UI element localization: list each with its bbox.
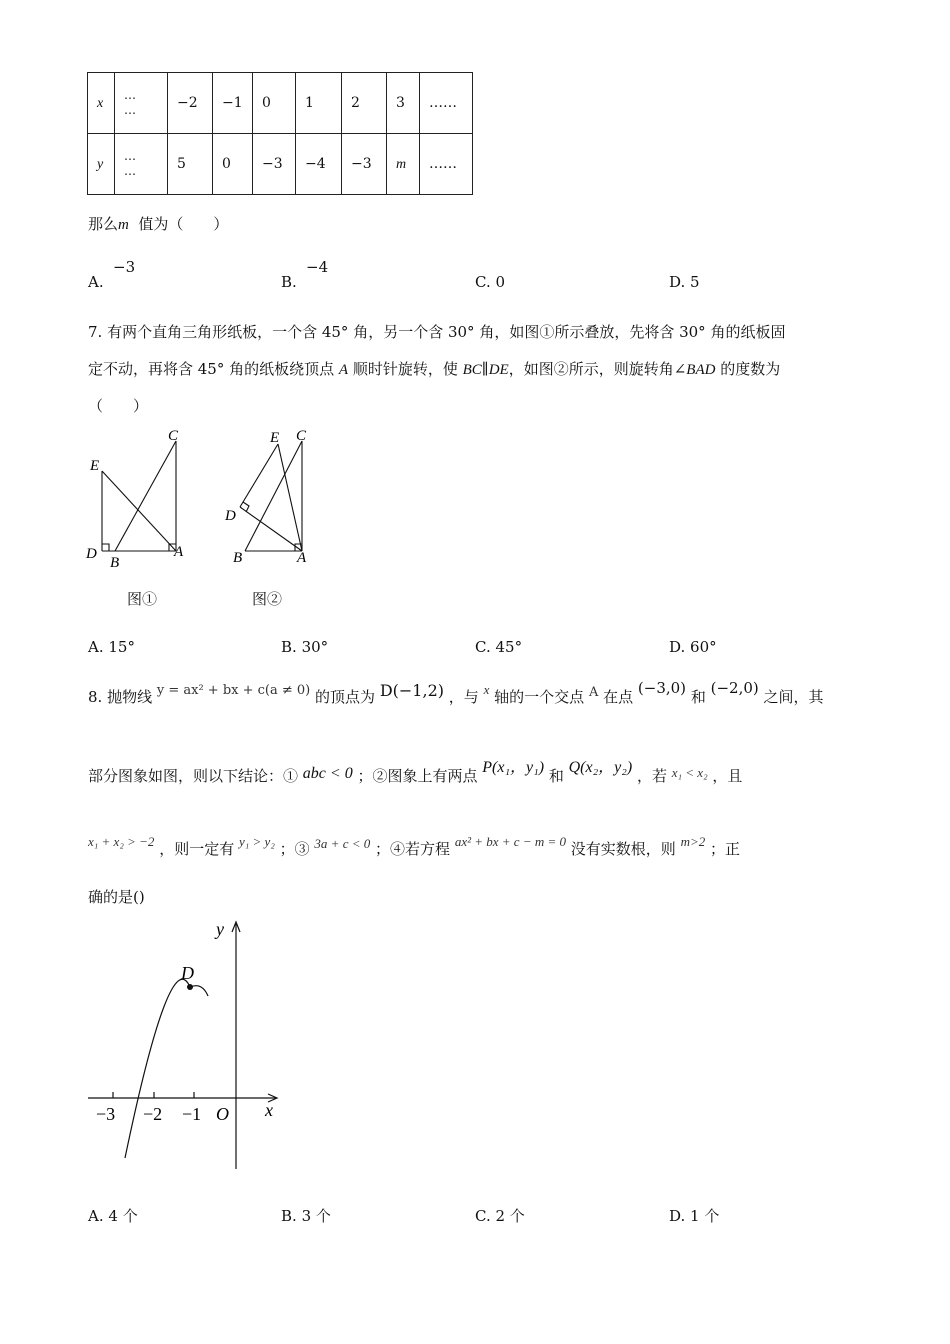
table-row-y [88,134,473,195]
table-cell: … … [115,134,168,195]
table-cell: 1 [296,73,342,134]
table-cell: 0 [253,73,296,134]
q8-line-4: 确的是() [88,888,145,906]
fig1-edge-BC [115,441,176,551]
q8-graph [80,912,290,1174]
table-cell: …… [420,134,473,195]
fig1-label-E: E [90,458,100,474]
fig1-label-A: A [174,544,184,560]
q8-line-3: x₁ + x₂ > −2 ，则一定有 y₁ > y₂ ；③ 3a + c < 0 ；④若方程 ax² + bx + c − m = 0 没有实数根，则 m>2 ；正 [88,834,741,858]
graph-label-x: x [265,1100,273,1120]
fig1-label-D: D [86,546,97,562]
q6-option-a-value: −3 [113,258,136,276]
fig1-label-C: C [168,428,179,444]
fig2-edge-DA [240,507,302,551]
value-table [87,72,473,195]
fig2-edge-BC [245,441,302,551]
q7-line-1: 7. 有两个直角三角形纸板，一个含 45° 角，另一个含 30° 角，如图①所示叠放，先将含 30° 角的纸板固 [88,323,786,341]
q7-figure-1 [80,420,200,580]
table-cell: … … [115,73,168,134]
table-row-x [88,73,473,134]
q8-option-c[interactable]: C. 2 个 [475,1207,525,1225]
table-cell: 3 [387,73,420,134]
table-cell: −1 [213,73,253,134]
q8-line-2: 部分图象如图，则以下结论：① abc < 0 ；②图象上有两点 P(x₁，y₁) 和 Q(x₂，y₂) ，若 x₁ < x₂ ，且 [88,759,743,785]
vertex-point-D [187,984,193,990]
table-cell: m [387,134,420,195]
fig1-label-B: B [110,555,120,571]
q7-option-c[interactable]: C. 45° [475,638,523,656]
fig2-label-E: E [270,430,280,446]
q7-option-d[interactable]: D. 60° [669,638,717,656]
table-cell: 2 [342,73,387,134]
table-cell: 5 [168,134,213,195]
q6-option-d[interactable]: D. 5 [669,273,700,291]
fig2-label-A: A [297,550,307,566]
table-header-x: x [88,73,115,134]
q6-stem: 那么m 值为（ ） [88,215,229,233]
q6-option-b[interactable]: B. [281,273,297,291]
table-cell: 0 [213,134,253,195]
table-cell: −3 [342,134,387,195]
q8-option-d[interactable]: D. 1 个 [669,1207,720,1225]
fig1-edge-EA [102,471,176,551]
fig2-right-angle-D [243,502,249,512]
q8-option-b[interactable]: B. 3 个 [281,1207,331,1225]
q8-line-1: 8. 抛物线 y = ax² + bx + c(a ≠ 0) 的顶点为 D(−1,2) ，与 x 轴的一个交点 A 在点 (−3,0) 和 (−2,0) 之间，其 [88,679,824,706]
graph-label-origin: O [216,1104,229,1124]
q7-line-3: （ ） [88,397,149,415]
table-cell: −3 [253,134,296,195]
graph-tick-label-minus-3: −3 [96,1104,116,1124]
table-cell: −4 [296,134,342,195]
graph-label-y: y [216,919,224,939]
q7-figure-1-caption: 图① [127,590,158,608]
q6-option-b-value: −4 [306,258,329,276]
table-header-y: y [88,134,115,195]
table-cell: …… [420,73,473,134]
q7-option-a[interactable]: A. 15° [88,638,135,656]
q8-option-a[interactable]: A. 4 个 [88,1207,138,1225]
q7-option-b[interactable]: B. 30° [281,638,329,656]
fig1-right-angle-D [102,544,109,551]
graph-tick-label-minus-2: −2 [143,1104,163,1124]
table-cell: −2 [168,73,213,134]
q6-option-a[interactable]: A. [88,273,104,291]
q7-line-2: 定不动，再将含 45° 角的纸板绕顶点 A 顺时针旋转，使 BC∥DE，如图②所示，则旋转角∠BAD 的度数为 [88,360,781,378]
fig2-label-C: C [296,428,307,444]
parabola-curve [125,979,208,1158]
fig2-label-B: B [233,550,243,566]
graph-label-D: D [181,963,194,983]
fig2-label-D: D [225,508,236,524]
graph-tick-label-minus-1: −1 [182,1104,202,1124]
q7-figure-2-caption: 图② [252,590,283,608]
q7-figure-2 [215,420,335,580]
q6-option-c[interactable]: C. 0 [475,273,506,291]
fig2-edge-EA [278,444,302,551]
